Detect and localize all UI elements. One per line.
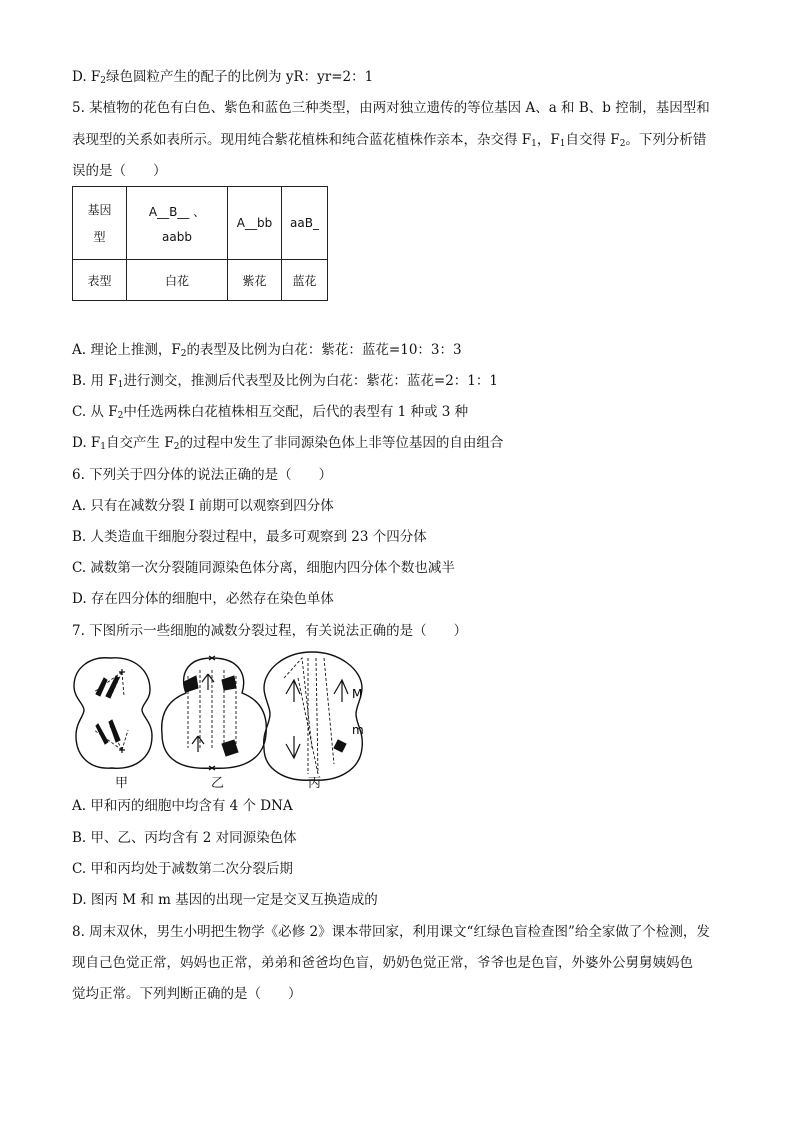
q7-option-c: C. 甲和丙均处于减数第二次分裂后期 xyxy=(72,861,293,877)
q7-option-d: D. 图丙 M 和 m 基因的出现一定是交叉互换造成的 xyxy=(72,892,378,908)
q5-stem-line1: 5. 某植物的花色有白色、紫色和蓝色三种类型，由两对独立遗传的等位基因 A、a 和 B、b 控制，基因型和 xyxy=(72,100,710,116)
table-cell-blue-genotype: aaB_ xyxy=(282,187,328,260)
chromosome-shape xyxy=(334,740,346,752)
q6-stem: 6. 下列关于四分体的说法正确的是（ ） xyxy=(72,467,333,483)
cell-bing-outline xyxy=(264,652,363,780)
q7-option-b: B. 甲、乙、丙均含有 2 对同源染色体 xyxy=(72,830,297,846)
q5-option-d: D. $F_1$自交产生 $F_2$的过程中发生了非同源染色体上非等位基因的自由组合 xyxy=(72,435,504,452)
q4-option-d: D. $F_2$绿色圆粒产生的配子的比例为 yR：yr=2：1 xyxy=(72,69,374,86)
cell-yi-outline xyxy=(162,658,267,768)
q8-stem-line2: 现自己色觉正常，妈妈也正常，弟弟和爸爸均色盲，奶奶色觉正常，爷爷也是色盲，外婆外公舅舅姨妈色 xyxy=(72,955,693,971)
q8-stem-line3: 觉均正常。下列判断正确的是（ ） xyxy=(72,986,302,1002)
table-header-genotype: 基因 型 xyxy=(73,187,127,260)
table-cell-white-genotype: A__B__ 、 aabb xyxy=(127,187,228,260)
q8-stem-line1: 8. 周末双休，男生小明把生物学《必修 2》课本带回家，利用课文“红绿色盲检查图”给全家做了个检测，发 xyxy=(72,924,710,940)
cell-jia-outline xyxy=(74,658,152,768)
q5-option-c: C. 从 $F_2$中任选两株白花植株相互交配，后代的表型有 1 种或 3 种 xyxy=(72,404,469,421)
q7-stem: 7. 下图所示一些细胞的减数分裂过程，有关说法正确的是（ ） xyxy=(72,623,468,639)
figure-label-yi: 乙 xyxy=(211,776,225,791)
q5-option-a: A. 理论上推测，$F_2$的表型及比例为白花：紫花：蓝花=10：3：3 xyxy=(72,342,462,359)
q7-option-a: A. 甲和丙的细胞中均含有 4 个 DNA xyxy=(72,798,293,814)
chromosome-shape xyxy=(184,676,198,692)
gene-m-label: m xyxy=(352,723,364,737)
meiosis-figure xyxy=(72,648,372,790)
genotype-table xyxy=(72,186,328,301)
table-cell-purple: 紫花 xyxy=(228,260,282,301)
table-cell-blue: 蓝花 xyxy=(282,260,328,301)
q5-option-b: B. 用 $F_1$进行测交，推测后代表型及比例为白花：紫花：蓝花=2：1：1 xyxy=(72,373,498,390)
figure-label-bing: 丙 xyxy=(308,776,322,791)
q6-option-a: A. 只有在减数分裂 I 前期可以观察到四分体 xyxy=(72,498,334,514)
table-cell-purple-genotype: A__bb xyxy=(228,187,282,260)
q6-option-d: D. 存在四分体的细胞中，必然存在染色单体 xyxy=(72,591,334,607)
q6-option-b: B. 人类造血干细胞分裂过程中，最多可观察到 23 个四分体 xyxy=(72,529,427,545)
gene-M-label: M xyxy=(352,687,363,701)
table-cell-white: 白花 xyxy=(127,260,228,301)
table-header-phenotype: 表型 xyxy=(73,260,127,301)
chromosome-shape xyxy=(222,676,236,690)
q5-stem-line2: 表现型的关系如表所示。现用纯合紫花植株和纯合蓝花植株作亲本，杂交得 $F_1$，$F_1$自交得 $F_2$。下列分析错 xyxy=(72,132,707,149)
figure-label-jia: 甲 xyxy=(115,776,129,791)
q6-option-c: C. 减数第一次分裂随同源染色体分离，细胞内四分体个数也减半 xyxy=(72,560,455,576)
q5-stem-line3: 误的是（ ） xyxy=(72,163,167,179)
